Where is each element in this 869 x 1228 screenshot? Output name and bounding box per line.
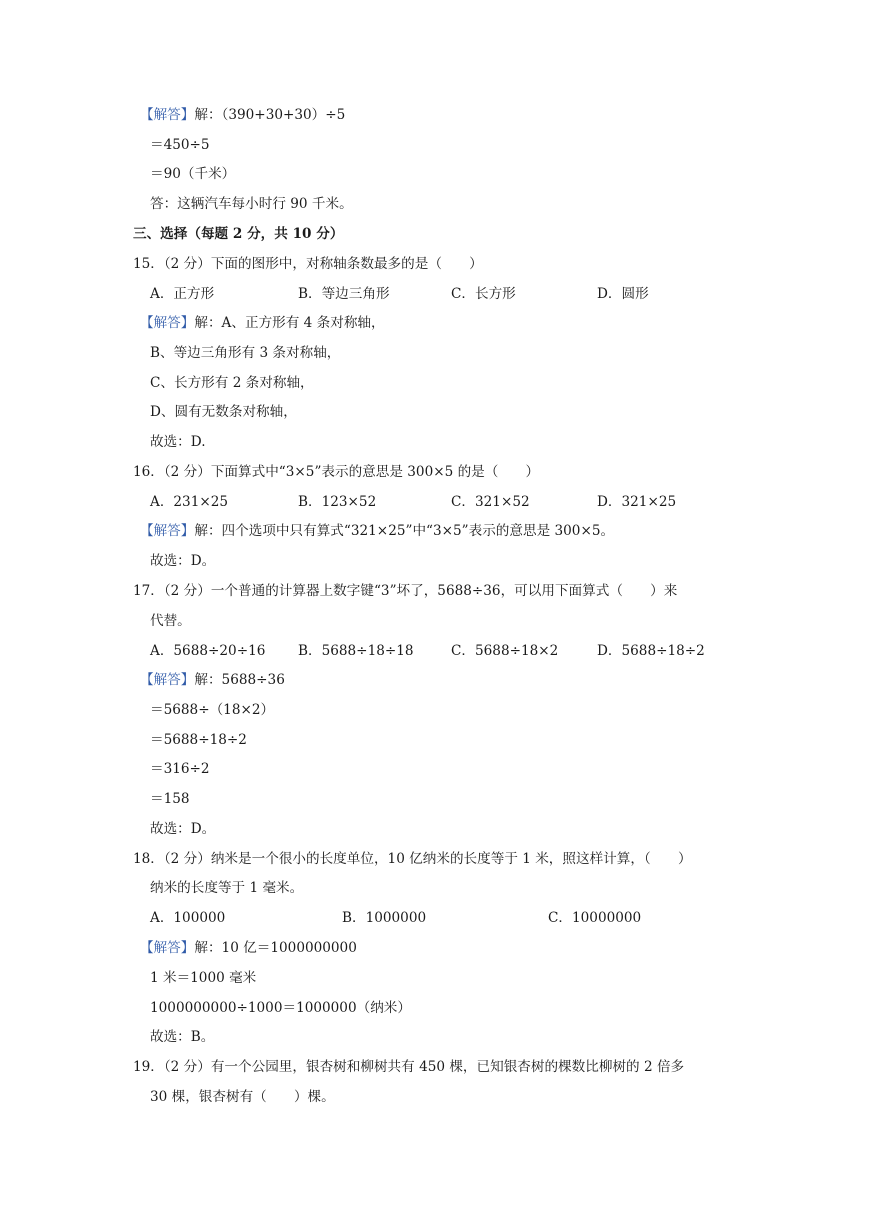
option-c: C．10000000 [548,910,642,926]
answer-line [140,671,285,689]
answer-tag: 【解答】 [140,107,195,123]
section-heading: 三、选择（每题 2 分，共 10 分） [133,226,344,242]
question-19: 19．（2 分）有一个公园里，银杏树和柳树共有 450 棵，已知银杏树的棵数比柳树的 2 倍多 [133,1059,685,1075]
question-15-options [0,285,869,303]
answer-text: 解：5688÷36 [194,672,285,688]
question-17: 17．（2 分）一个普通的计算器上数字键“3”坏了，5688÷36，可以用下面算式（ ）来 [133,583,678,599]
answer-tag: 【解答】 [140,523,195,539]
option-b: B．等边三角形 [298,286,390,302]
answer-tag: 【解答】 [140,315,195,331]
answer-choice: 故选：B。 [150,1029,215,1045]
question-18: 18．（2 分）纳米是一个很小的长度单位，10 亿纳米的长度等于 1 米，照这样计算，（ ） [133,851,692,867]
calc-line: ＝90（千米） [150,166,236,182]
option-d: D．321×25 [597,494,677,510]
calc-line: ＝5688÷（18×2） [150,702,275,718]
answer-line [140,106,345,124]
calc-line: 1000000000÷1000＝1000000（纳米） [150,1000,411,1016]
answer-choice: 故选：D。 [150,821,216,837]
option-a: A．100000 [150,910,226,926]
answer-choice: 故选：D. [150,434,206,450]
question-15: 15．（2 分）下面的图形中，对称轴条数最多的是（ ） [133,256,483,272]
answer-line: D、圆有无数条对称轴， [150,404,297,420]
answer-conclusion: 答：这辆汽车每小时行 90 千米。 [150,196,353,212]
option-a: A．正方形 [150,286,215,302]
answer-line: C、长方形有 2 条对称轴， [150,375,314,391]
answer-line [140,939,357,957]
option-d: D．圆形 [597,286,649,302]
question-19-cont: 30 棵，银杏树有（ ）棵。 [150,1089,335,1105]
answer-text: 解：（390+30+30）÷5 [194,107,346,123]
question-16: 16．（2 分）下面算式中“3×5”表示的意思是 300×5 的是（ ） [133,464,540,480]
option-a: A．231×25 [150,494,229,510]
calc-line: ＝316÷2 [150,761,210,777]
question-16-options [0,493,869,511]
answer-line: B、等边三角形有 3 条对称轴， [150,345,341,361]
question-17-options [0,642,869,660]
calc-line: ＝450÷5 [150,137,210,153]
option-a: A．5688÷20÷16 [150,643,266,659]
option-c: C．长方形 [451,286,516,302]
question-18-options [0,909,869,927]
option-b: B．1000000 [342,910,427,926]
option-d: D．5688÷18÷2 [597,643,705,659]
option-c: C．321×52 [451,494,530,510]
answer-line [140,314,385,332]
calc-line: 1 米＝1000 毫米 [150,970,257,986]
calc-line: ＝158 [150,791,190,807]
answer-choice: 故选：D。 [150,553,216,569]
answer-text: 解：A、正方形有 4 条对称轴， [194,315,385,331]
question-17-cont: 代替。 [150,613,191,629]
answer-tag: 【解答】 [140,672,195,688]
answer-text: 解：10 亿＝1000000000 [194,940,357,956]
option-b: B．123×52 [298,494,377,510]
answer-tag: 【解答】 [140,940,195,956]
calc-line: ＝5688÷18÷2 [150,732,247,748]
option-b: B．5688÷18÷18 [298,643,414,659]
answer-text: 解：四个选项中只有算式“321×25”中“3×5”表示的意思是 300×5。 [194,523,615,539]
question-18-cont: 纳米的长度等于 1 毫米。 [150,880,304,896]
answer-line [140,522,614,540]
option-c: C．5688÷18×2 [451,643,559,659]
